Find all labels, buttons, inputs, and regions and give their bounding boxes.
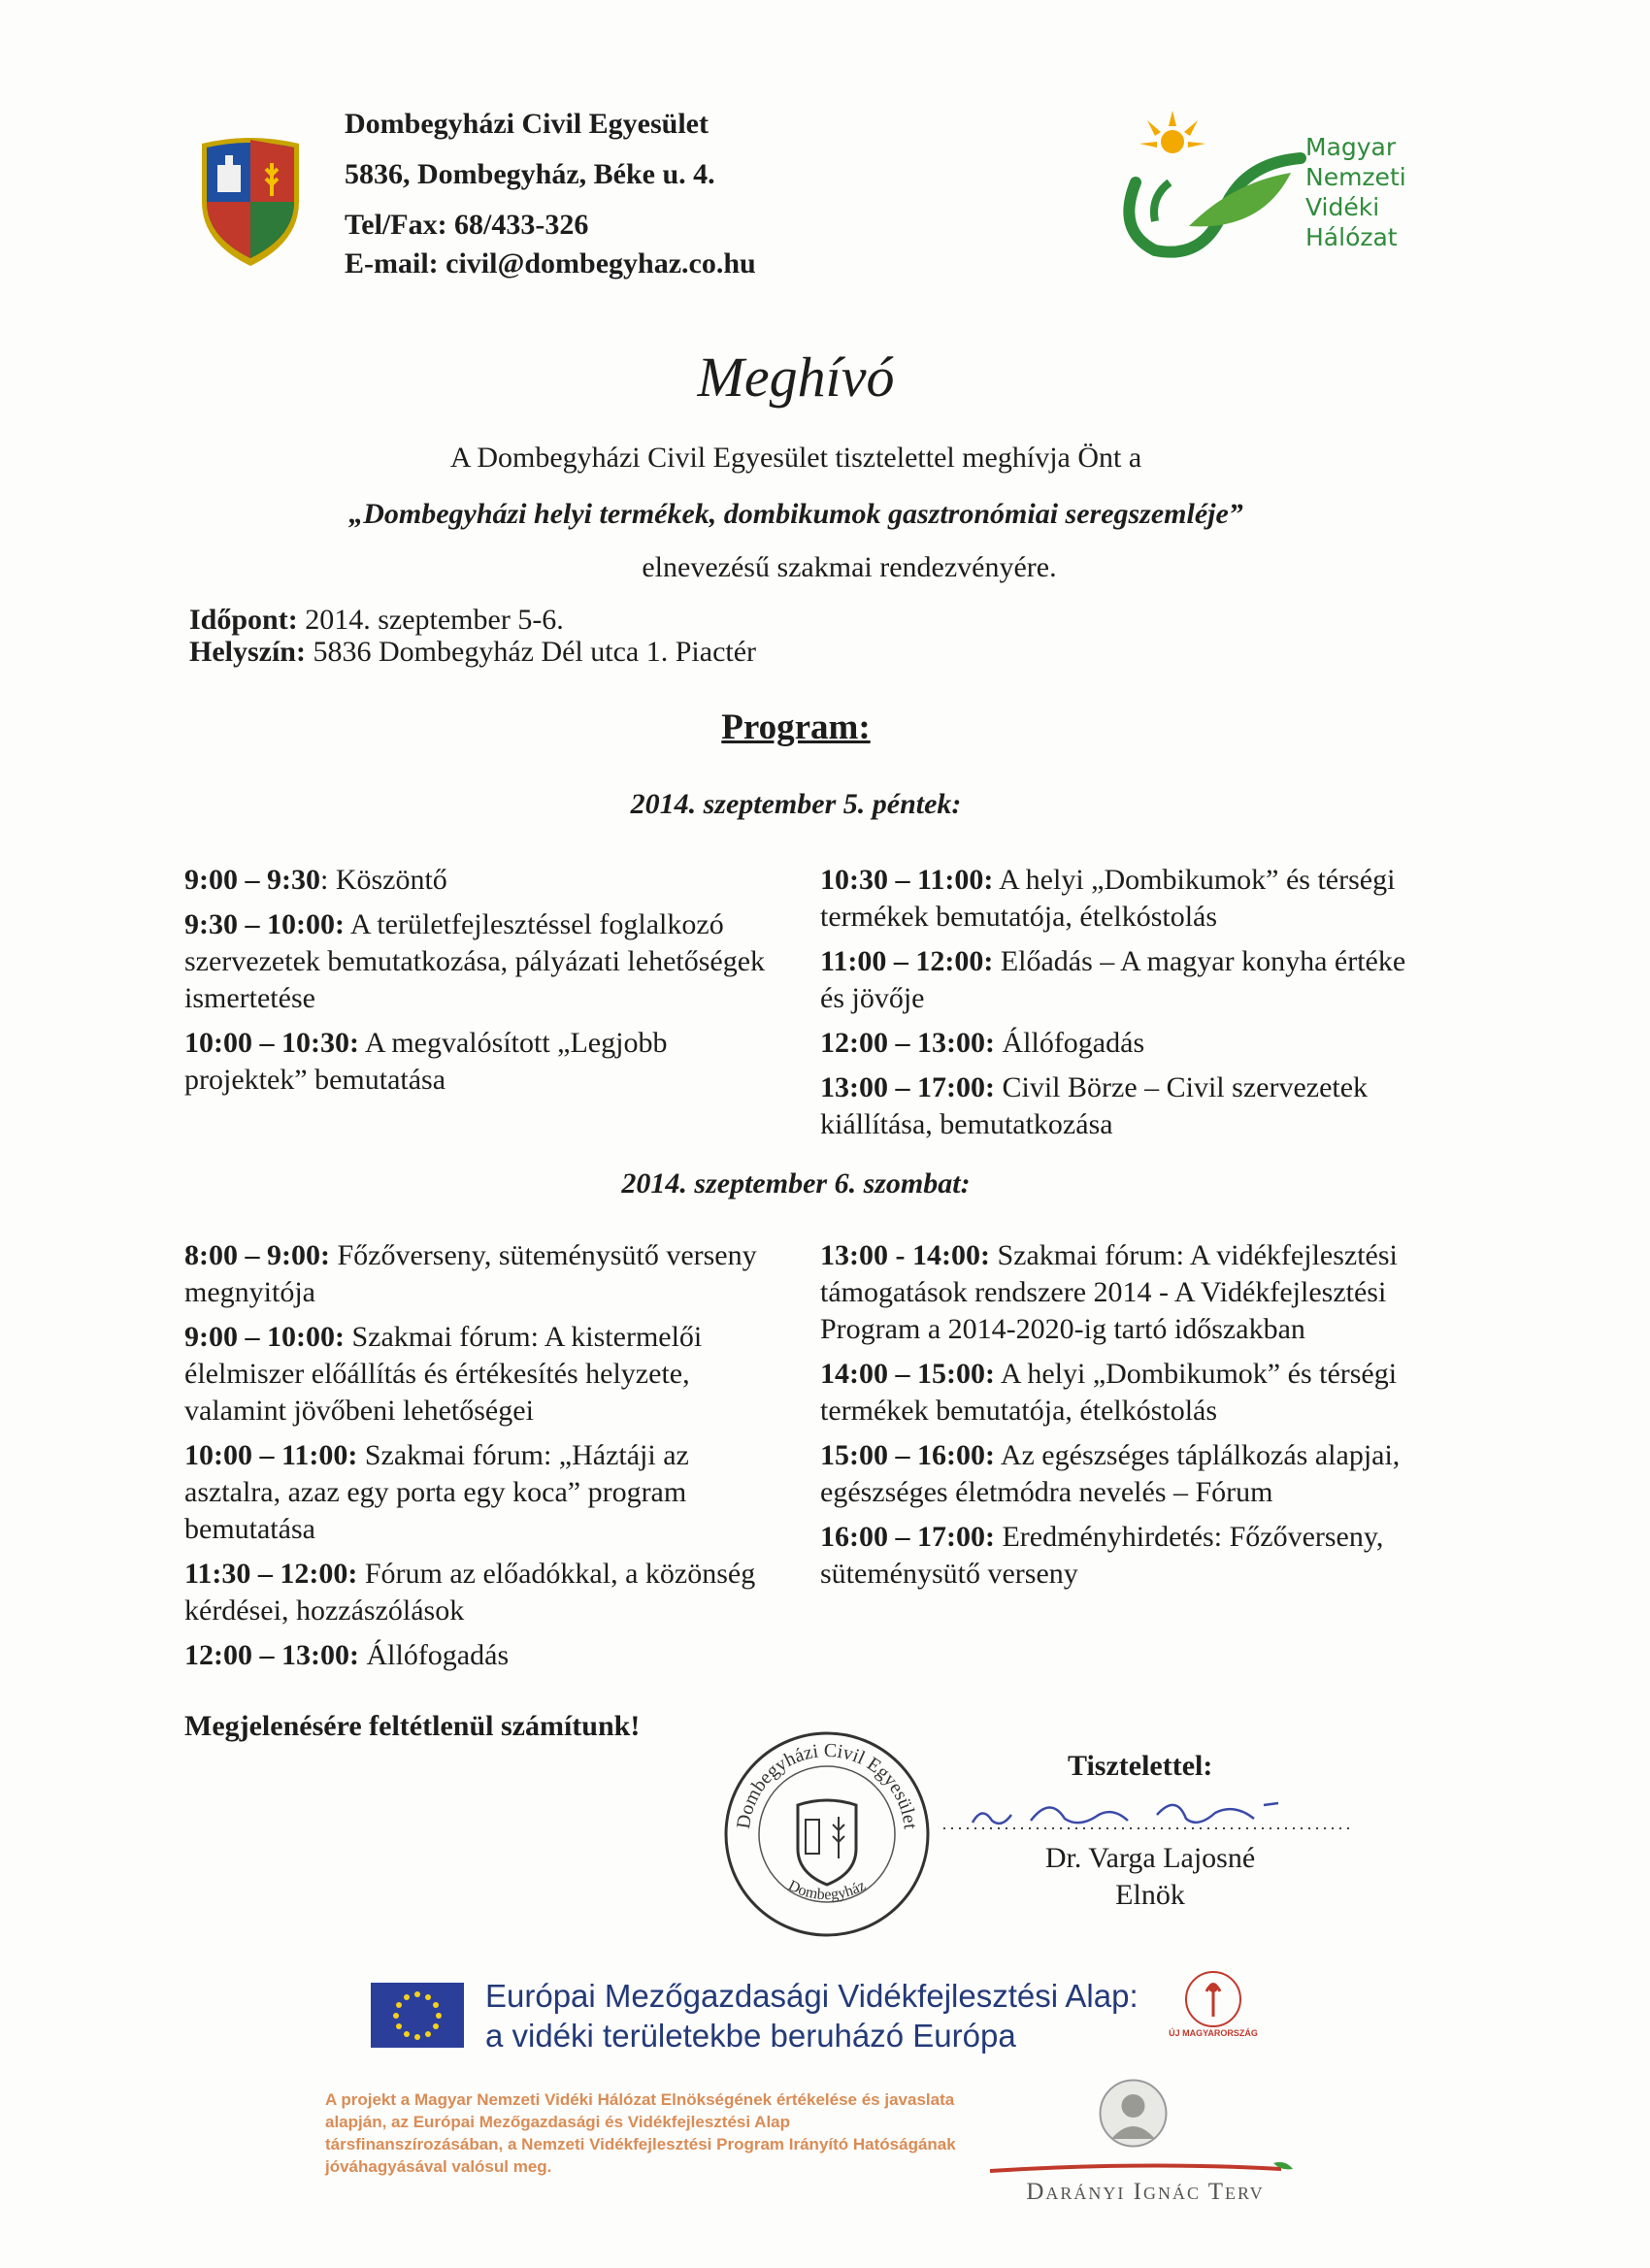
org-name: Dombegyházi Civil Egyesület [345,108,709,140]
event-date-value: 2014. szeptember 5-6. [297,604,564,636]
program-time: 9:00 – 9:30 [184,864,320,896]
organization-header [345,105,756,283]
program-time: 13:00 - 14:00: [820,1239,990,1271]
funding-footnote: A projekt a Magyar Nemzeti Vidéki Hálózat Elnökségének értékelése és javaslata alapján, az Európai Mezőgazdasági és Vidékfejlesztési Alap társfinanszírozásában, a Nemzeti Vidékfejlesztési Program Irányító Hatóságának jóváhagyásával valósul meg. [325,2090,956,2176]
program-text: Civil Börze – Civil szervezetek kiállítása, bemutatkozása [820,1071,1369,1140]
program-item [820,1356,1422,1430]
day1-heading: 2014. szeptember 5. péntek: [630,788,962,820]
program-item [820,1437,1422,1511]
program-text: A területfejlesztéssel foglalkozó szervezetek bemutatkozása, pályázati lehetőségek ismertetése [184,908,766,1014]
signer-role: Elnök [1115,1879,1185,1911]
program-time: 15:00 – 16:00: [820,1439,995,1471]
program-item [184,1437,786,1548]
program-time: 10:00 – 11:00: [184,1439,358,1471]
day2-left-column [184,1237,786,1682]
eu-flag-icon [371,1983,464,2048]
program-item [820,943,1422,1017]
organization-stamp [720,1727,934,1941]
event-name: „Dombegyházi helyi termékek, dombikumok gasztronómiai seregszemléje” [348,498,1243,530]
event-place-value: 5836 Dombegyház Dél utca 1. Piactér [306,636,757,668]
program-time: 10:00 – 10:30: [184,1027,359,1059]
eu-line-2: a vidéki területekbe beruházó Európa [485,2018,1016,2054]
daranyi-plan-label: Darányi Ignác Terv [1026,2179,1265,2205]
program-heading: Program: [721,707,871,747]
program-item [184,1237,786,1311]
program-item [820,1237,1422,1348]
event-date-label: Időpont: [189,604,298,636]
program-item [820,1025,1422,1062]
signature-greeting: Tisztelettel: [1068,1750,1213,1782]
program-text: Az egészséges táplálkozás alapjai, egészséges életmódra nevelés – Fórum [820,1439,1401,1508]
program-item [820,862,1422,936]
program-text: Állófogadás [358,1639,510,1671]
handwritten-signature [943,1786,1351,1844]
program-item [184,862,767,899]
org-telfax: Tel/Fax: 68/433-326 [345,209,589,241]
program-time: 9:30 – 10:00: [184,908,345,940]
stamp-top-text: Dombegyházi Civil Egyesület [733,1739,921,1830]
program-text: A helyi „Dombikumok” és térségi termékek bemutatója, ételkóstolás [820,864,1396,933]
closing-line: Megjelenésére feltétlenül számítunk! [184,1710,641,1742]
uj-magyarorszag-logo [1150,1968,1276,2065]
page-title: Meghívó [697,345,895,409]
program-time: 9:00 – 10:00: [184,1321,345,1353]
day2-right-column [820,1237,1422,1600]
program-time: 10:30 – 11:00: [820,864,994,896]
program-text: Fórum az előadókkal, a közönség kérdései, hozzászólások [184,1558,756,1627]
mnvh-logo-text [1305,132,1406,252]
program-time: 11:30 – 12:00: [184,1558,358,1590]
program-text: Főzőverseny, süteménysütő verseny megnyitója [184,1239,757,1308]
program-item [184,906,767,1017]
program-time: 13:00 – 17:00: [820,1071,995,1103]
invitation-line-3: elnevezésű szakmai rendezvényére. [642,551,1057,583]
event-date [189,604,564,637]
event-place [189,636,756,669]
eu-fund-text [485,1976,1138,2055]
umfr-label: ÚJ MAGYARORSZÁG [1169,2028,1258,2038]
program-text: A helyi „Dombikumok” és térségi termékek bemutatója, ételkóstolás [820,1358,1398,1427]
program-text: Állófogadás [994,1027,1145,1059]
daranyi-portrait-icon [1097,2077,1170,2150]
daranyi-swoosh [990,2159,1301,2179]
program-time: 14:00 – 15:00: [820,1358,995,1390]
program-text: Előadás – A magyar konyha értéke és jövője [820,945,1406,1014]
program-time: 8:00 – 9:00: [184,1239,330,1271]
program-time: 11:00 – 12:00: [820,945,994,977]
program-time: 12:00 – 13:00: [184,1639,359,1671]
signature-block [971,1840,1330,1914]
day1-right-column [820,862,1422,1151]
program-text: Eredményhirdetés: Főzőverseny, süteménysütő verseny [820,1521,1384,1590]
program-time: 12:00 – 13:00: [820,1027,995,1059]
org-address: 5836, Dombegyház, Béke u. 4. [345,158,715,190]
program-text: Szakmai fórum: A kistermelői élelmiszer előállítás és értékesítés helyzete, valamint jövőbeni lehetőségei [184,1321,703,1427]
stamp-bottom-text: Dombegyház [785,1877,869,1904]
mnvh-line-1: Magyar [1305,133,1397,161]
signer-name: Dr. Varga Lajosné [1044,1842,1256,1874]
program-text: Szakmai fórum: „Háztáji az asztalra, azaz egy porta egy koca” program bemutatása [184,1439,689,1545]
program-item [184,1637,786,1674]
coat-of-arms-logo [198,134,303,268]
program-text: A megvalósított „Legjobb projektek” bemutatása [184,1027,668,1096]
program-text: : Köszöntő [319,864,447,896]
event-place-label: Helyszín: [189,636,306,668]
svg-text:Dombegyház [785,1877,868,1903]
org-email: E-mail: civil@dombegyhaz.co.hu [345,247,756,279]
mnvh-line-2: Nemzeti [1305,163,1406,191]
mnvh-line-3: Vidéki [1305,193,1380,221]
program-time: 16:00 – 17:00: [820,1521,995,1553]
day2-heading: 2014. szeptember 6. szombat: [621,1167,971,1200]
program-item [184,1025,767,1099]
day1-left-column [184,862,767,1106]
program-item [184,1319,786,1430]
program-item [820,1519,1422,1593]
eu-line-1: Európai Mezőgazdasági Vidékfejlesztési Alap: [485,1978,1138,2014]
mnvh-line-4: Hálózat [1305,223,1398,251]
program-text: Szakmai fórum: A vidékfejlesztési támogatások rendszere 2014 - A Vidékfejlesztési Program a 2014-2020-ig tartó időszakban [820,1239,1398,1345]
program-item [184,1556,786,1629]
program-item [820,1069,1422,1143]
invitation-line-1: A Dombegyházi Civil Egyesület tisztelettel meghívja Önt a [449,442,1142,474]
